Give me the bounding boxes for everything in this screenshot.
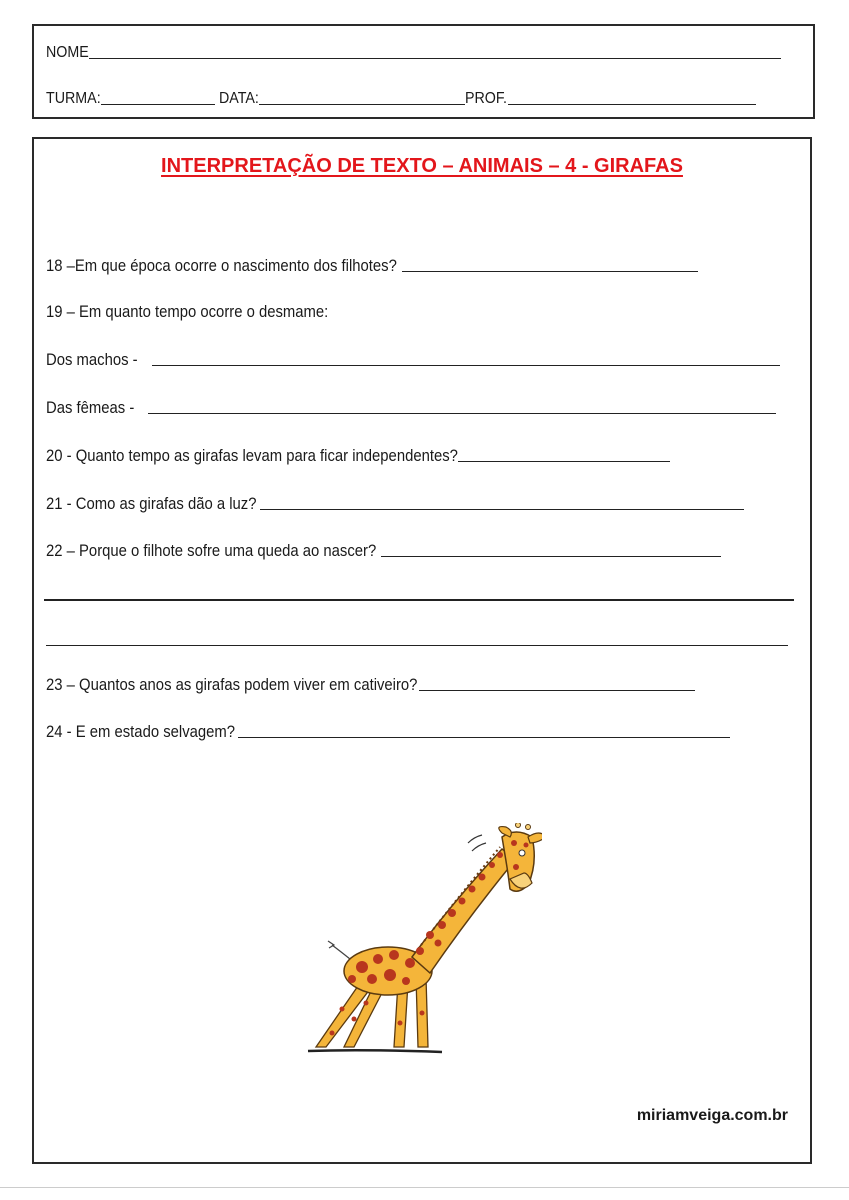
question-23 [46,676,695,695]
question-20 [46,447,670,466]
question-18 [46,257,698,276]
name-field[interactable] [89,58,781,59]
answer-line-22-c[interactable] [46,645,788,646]
answer-line-22-b[interactable] [44,599,794,601]
question-19 [46,303,360,322]
teacher-field[interactable] [508,104,756,105]
answer-line-23[interactable] [419,690,695,691]
answer-line-19-males[interactable] [152,365,780,366]
date-field[interactable] [259,104,465,105]
question-text: 20 - Quanto tempo as girafas levam para ficar independentes? [46,447,458,465]
question-text: 22 – Porque o filhote sofre uma queda ao nascer? [46,542,377,560]
answer-line-22[interactable] [381,556,721,557]
page-edge-divider [0,1187,849,1188]
question-text: Dos machos - [46,351,138,369]
answer-line-20[interactable] [458,461,670,462]
question-22 [46,542,721,561]
question-text: 23 – Quantos anos as girafas podem viver em cativeiro? [46,676,418,694]
giraffe-illustration [302,823,542,1063]
answer-line-19-females[interactable] [148,413,776,414]
name-row [46,44,781,63]
teacher-label: PROF. [464,90,507,107]
answer-line-21[interactable] [260,509,744,510]
student-info-box [32,24,815,119]
answer-line-24[interactable] [238,737,730,738]
question-text: 24 - E em estado selvagem? [46,723,236,741]
question-19-females [46,399,776,418]
class-label: TURMA: [46,90,101,107]
worksheet-title: INTERPRETAÇÃO DE TEXTO – ANIMAIS – 4 - GIRAFAS [161,155,683,177]
question-text: 18 –Em que época ocorre o nascimento dos filhotes? [46,257,397,275]
name-label: NOME [46,44,89,61]
footer-website-link[interactable]: miriamveiga.com.br [636,1107,788,1124]
class-date-prof-row [46,90,756,109]
date-label: DATA: [219,90,260,107]
class-field[interactable] [101,104,215,105]
answer-line-18[interactable] [402,271,698,272]
question-text: 21 - Como as girafas dão a luz? [46,495,257,513]
question-21 [46,495,744,514]
question-text: Das fêmeas - [46,399,135,417]
question-19-males [46,351,780,370]
question-24 [46,723,730,742]
worksheet-box [32,137,812,1164]
question-text: 19 – Em quanto tempo ocorre o desmame: [46,303,329,321]
